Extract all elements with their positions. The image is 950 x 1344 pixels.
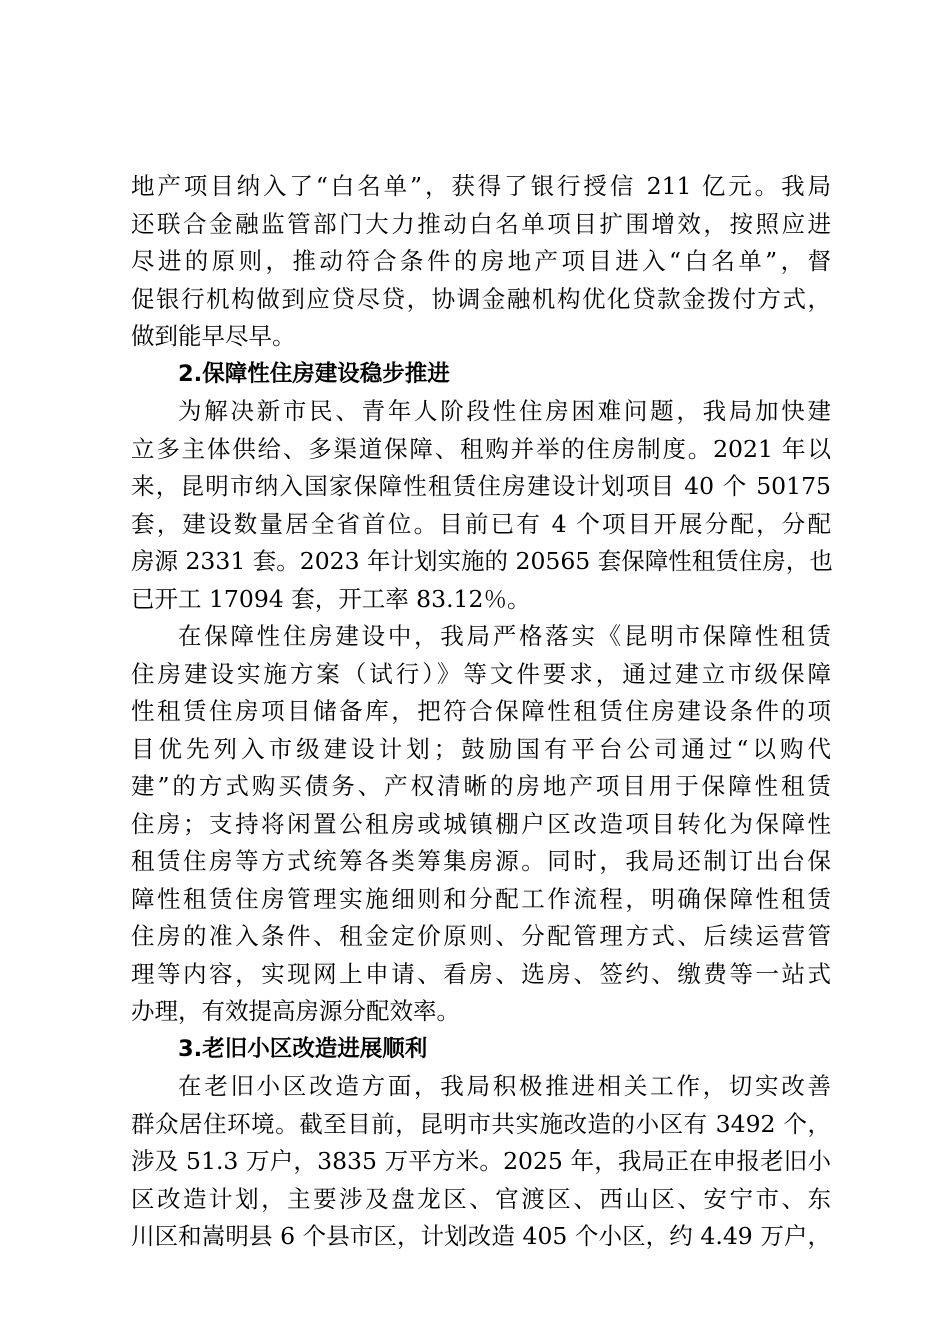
text-line: 涉及 51.3 万户，3835 万平方米。2025 年，我局正在申报老旧小 — [131, 1147, 831, 1175]
text-line: 套，建设数量居全省首位。目前已有 4 个项目开展分配，分配 — [131, 509, 831, 538]
paragraph-renovation-progress — [131, 1068, 831, 1256]
section-heading-affordable-housing: 2.保障性住房建设稳步推进 — [178, 360, 450, 387]
text-line: 川区和嵩明县 6 个县市区，计划改造 405 个小区，约 4.49 万户， — [131, 1222, 831, 1250]
text-line: 在老旧小区改造方面，我局积极推进相关工作，切实改善 — [178, 1072, 831, 1100]
text-line: 住房建设实施方案（试行）》等文件要求，通过建立市级保障 — [131, 659, 831, 688]
text-line: 尽进的原则，推动符合条件的房地产项目进入“白名单”，督 — [131, 247, 831, 275]
text-line: 已开工 17094 套，开工率 83.12％。 — [131, 584, 531, 613]
paragraph-housing-system — [131, 393, 831, 618]
section-heading-old-community-renovation: 3.老旧小区改造进展顺利 — [178, 1035, 428, 1062]
text-line: 租赁住房等方式统筹各类筹集房源。同时，我局还制订出台保 — [131, 847, 831, 875]
text-line: 区改造计划，主要涉及盘龙区、官渡区、西山区、安宁市、东 — [131, 1184, 831, 1213]
text-line: 来，昆明市纳入国家保障性租赁住房建设计划项目 40 个 50175 — [131, 472, 831, 500]
text-line: 理等内容，实现网上申请、看房、选房、签约、缴费等一站式 — [131, 959, 831, 988]
document-page — [131, 168, 831, 1256]
paragraph-construction-measures — [131, 618, 831, 1031]
text-line: 住房的准入条件、租金定价原则、分配管理方式、后续运营管 — [131, 922, 831, 950]
text-line: 住房；支持将闲置公租房或城镇棚户区改造项目转化为保障性 — [131, 809, 831, 838]
text-line: 群众居住环境。截至目前，昆明市共实施改造的小区有 3492 个， — [131, 1109, 831, 1138]
text-line: 障性租赁住房管理实施细则和分配工作流程，明确保障性租赁 — [131, 884, 831, 913]
paragraph-white-list — [131, 168, 831, 356]
text-line: 建”的方式购买债务、产权清晰的房地产项目用于保障性租赁 — [131, 772, 831, 800]
text-line: 做到能早尽早。 — [131, 322, 296, 350]
text-line: 地产项目纳入了“白名单”，获得了银行授信 211 亿元。我局 — [131, 172, 831, 200]
text-line: 性租赁住房项目储备库，把符合保障性租赁住房建设条件的项 — [131, 697, 831, 725]
text-line: 立多主体供给、多渠道保障、租购并举的住房制度。2021 年以 — [131, 434, 831, 463]
text-line: 房源 2331 套。2023 年计划实施的 20565 套保障性租赁住房，也 — [131, 547, 833, 575]
text-line: 还联合金融监管部门大力推动白名单项目扩围增效，按照应进 — [131, 209, 831, 238]
text-line: 办理，有效提高房源分配效率。 — [131, 997, 460, 1025]
text-line: 促银行机构做到应贷尽贷，协调金融机构优化贷款金拨付方式， — [131, 284, 831, 313]
text-line: 为解决新市民、青年人阶段性住房困难问题，我局加快建 — [178, 397, 831, 425]
text-line: 目优先列入市级建设计划；鼓励国有平台公司通过“以购代 — [131, 734, 831, 763]
text-line: 在保障性住房建设中，我局严格落实《昆明市保障性租赁 — [178, 622, 831, 650]
